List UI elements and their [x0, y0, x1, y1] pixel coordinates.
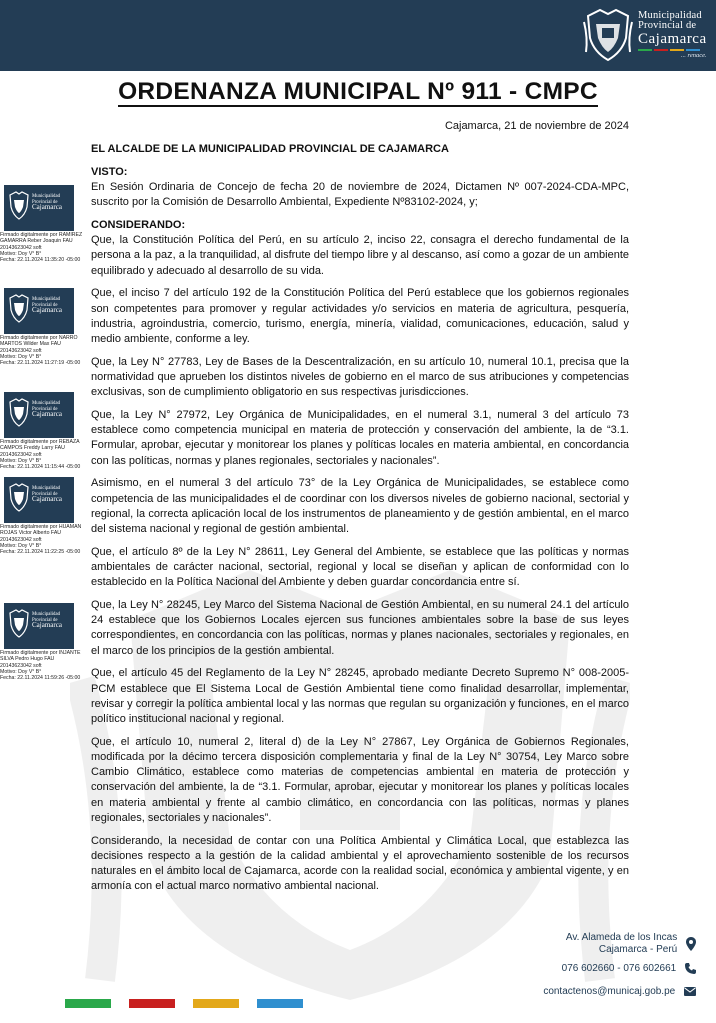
footer-color-bars	[65, 999, 303, 1008]
paragraph-7: Que, la Ley N° 28245, Ley Marco del Sistema Nacional de Gestión Ambiental, en su numeral 24.1 del artículo 24 establece que los Gobiernos Locales ejercen sus funciones ambientales sobre la base de sus leyes correspondientes, en concordancia con las políticas, normas y planes nacionales, sectoriales y regionales, en el marco de los principios de la gestión ambiental.	[91, 599, 629, 657]
municipal-seal-icon	[8, 609, 30, 639]
paragraph-10: Considerando, la necesidad de contar con una Política Ambiental y Climática Local, que establezca las decisiones respecto a la gestión de la calidad ambiental y el aprovechamiento sostenible de los recursos naturales en el ámbito local de Cajamarca, acorde con la realidad social, económica y ambiental vigente, y en armonía con el actual marco normativo ambiental nacional.	[91, 834, 629, 893]
yellow-bar	[193, 999, 239, 1008]
document-title: ORDENANZA MUNICIPAL Nº 911 - CMPC	[118, 78, 598, 105]
municipal-logo	[582, 6, 706, 64]
municipal-seal-icon	[8, 483, 30, 513]
paragraph-2: Que, el inciso 7 del artículo 192 de la Constitución Política del Perú establece que los gobiernos regionales son competentes para promover y regular actividades y/o servicios en materia de agricultura, pesquería, industria, agroindustria, comercio, turismo, energía, minería, vialidad, comunicaciones, educación, salud y medio ambiente, conforme a ley.	[91, 287, 629, 346]
location-pin-icon	[686, 937, 696, 951]
address-line2: Cajamarca - Perú	[598, 944, 678, 955]
paragraph-4: Que, la Ley N° 27972, Ley Orgánica de Municipalidades, en el numeral 3.1, numeral 3 del artículo 73 establece como competencia municipal en materia de protección y conservación del ambiente, la de “3.1. Formular, aprobar, ejecutar y monitorear los planes y políticas locales en materia ambiental, en concordancia con las políticas, normas y planes regionales, sectoriales y nacionales”.	[91, 409, 629, 467]
digital-signature-stamp[interactable]	[0, 185, 96, 263]
visto-heading: VISTO:	[91, 165, 128, 178]
phone-numbers: 076 602660 - 076 602661	[561, 963, 677, 975]
logo-stripes	[638, 49, 707, 51]
digital-signature-stamp[interactable]	[0, 288, 96, 366]
header-band	[0, 0, 716, 71]
digital-signature-stamp[interactable]	[0, 392, 96, 470]
footer-address	[566, 932, 696, 956]
municipal-seal-icon	[8, 294, 30, 324]
paragraph-9: Que, el artículo 10, numeral 2, literal d) de la Ley N° 27867, Ley Orgánica de Gobiernos Regionales, modificada por la décimo tercera disposición complementaria y final de la Ley N° 30754, Ley Marco sobre Cambio Climático, establece como materias de competencias ambiental en materia de protección y conservación del ambiente, la de “3.1. Formular, aprobar, ejecutar y monitorear los planes y políticas locales en materia ambiental y frente al cambio climático, en concordancia con las políticas, normas y planes regionales, sectoriales y nacionales”.	[91, 735, 629, 824]
signature-logo-badge	[4, 392, 74, 438]
paragraph-5: Asimismo, en el numeral 3 del artículo 73° de la Ley Orgánica de Municipalidades, se establece como competencia de las municipalidades el de coordinar con los diversos niveles de gobierno nacional, sectorial y regional, la correcta aplicación local de los instrumentos de planeamiento y de gestión ambiental, en el marco del sistema nacional y regional de gestión ambiental.	[91, 477, 629, 536]
mail-icon	[684, 987, 696, 996]
blue-bar	[257, 999, 303, 1008]
signature-logo-badge	[4, 603, 74, 649]
signature-text: Firmado digitalmente por HUAMAN ROJAS Victor Alberto FAU 20143623042 soft Motivo: Doy V° B° Fecha: 22.11.2024 11:22:25 -05:00	[0, 524, 82, 556]
signature-text: Firmado digitalmente por INJANTE SILVA Pedro Hugo FAU 20143623042 soft Motivo: Doy V° B° Fecha: 22.11.2024 11:59:26 -05:00	[0, 650, 81, 682]
signature-logo-text: Municipalidad Provincial de Cajamarca	[32, 486, 62, 504]
alcalde-heading: EL ALCALDE DE LA MUNICIPALIDAD PROVINCIAL DE CAJAMARCA	[91, 143, 449, 155]
municipal-seal-icon	[582, 8, 634, 62]
phone-icon	[685, 963, 696, 974]
paragraph-1: Que, la Constitución Política del Perú, en su artículo 2, inciso 22, consagra el derecho fundamental de la persona a la paz, a la tranquilidad, al disfrute del tiempo libre y al descanso, así como a gozar de un ambiente equilibrado y adecuado al desarrollo de su vida.	[91, 234, 629, 277]
footer-phones	[562, 963, 696, 974]
document-body	[91, 142, 629, 902]
paragraph-6: Que, el artículo 8º de la Ley N° 28611, Ley General del Ambiente, se establece que las políticas y normas ambientales de carácter nacional, sectorial, regional y local se diseñan y aplican de conformidad con lo establecido en la Política Nacional del Ambiente y deben guardar concordancia entre sí.	[91, 545, 629, 589]
signature-text: Firmado digitalmente por REBAZA CAMPOS Freddy Larry FAU 20143623042 soft Motivo: Doy V° B° Fecha: 22.11.2024 11:15:44 -05:00	[0, 439, 81, 471]
digital-signature-stamp[interactable]	[0, 477, 96, 555]
signature-logo-text: Municipalidad Provincial de Cajamarca	[32, 297, 62, 315]
signature-logo-text: Municipalidad Provincial de Cajamarca	[32, 401, 62, 419]
signature-text: Firmado digitalmente por RAMIREZ GAMARRA Reber Joaquin FAU 20143623042 soft Motivo: Doy V° B° Fecha: 22.11.2024 11:35:20 -05:00	[0, 232, 83, 264]
email-address[interactable]: contactenos@municaj.gob.pe	[543, 986, 676, 997]
logo-tagline: ... renace.	[681, 51, 707, 59]
digital-signature-stamp[interactable]	[0, 603, 96, 681]
paragraph-3: Que, la Ley N° 27783, Ley de Bases de la Descentralización, en su artículo 10, numeral 10.1, precisa que la normatividad que aprueben los distintos niveles de gobierno en el marco de sus atribuciones y competencias exclusivas, son de cumplimiento obligatorio en sus respectivas jurisdicciones.	[91, 355, 629, 399]
signature-logo-badge	[4, 477, 74, 523]
logo-line3: Cajamarca	[638, 30, 707, 47]
footer-email	[543, 986, 696, 997]
municipal-seal-icon	[8, 398, 30, 428]
green-bar	[65, 999, 111, 1008]
paragraph-8: Que, el artículo 45 del Reglamento de la Ley N° 28245, aprobado mediante Decreto Supremo N° 008-2005-PCM establece que El Sistema Local de Gestión Ambiental tiene como finalidad desarrollar, implementar, revisar y corregir la política ambiental local y las normas que regulan su organización y funciones, en el marco político institucional nacional y regional.	[91, 667, 629, 726]
visto-paragraph: En Sesión Ordinaria de Concejo de fecha 20 de noviembre de 2024, Dictamen Nº 007-2024-CDA-MPC, suscrito por la Comisión de Desarrollo Ambiental, Expediente Nº83102-2024, y;	[91, 181, 629, 209]
signature-logo-text: Municipalidad Provincial de Cajamarca	[32, 194, 62, 212]
signature-logo-text: Municipalidad Provincial de Cajamarca	[32, 612, 62, 630]
logo-line2: Provincial de	[638, 20, 697, 32]
logo-line1: Municipalidad	[638, 9, 702, 21]
signature-text: Firmado digitalmente por NARRO MARTOS Wilder Max FAU 20143623042 soft Motivo: Doy V° B° Fecha: 22.11.2024 11:27:19 -05:00	[0, 335, 81, 367]
red-bar	[129, 999, 175, 1008]
municipal-seal-icon	[8, 191, 30, 221]
signature-logo-badge	[4, 288, 74, 334]
document-date: Cajamarca, 21 de noviembre de 2024	[444, 120, 629, 132]
considerando-heading: CONSIDERANDO:	[91, 219, 186, 231]
address-line1: Av. Alameda de los Incas	[565, 932, 678, 943]
signature-logo-badge	[4, 185, 74, 231]
